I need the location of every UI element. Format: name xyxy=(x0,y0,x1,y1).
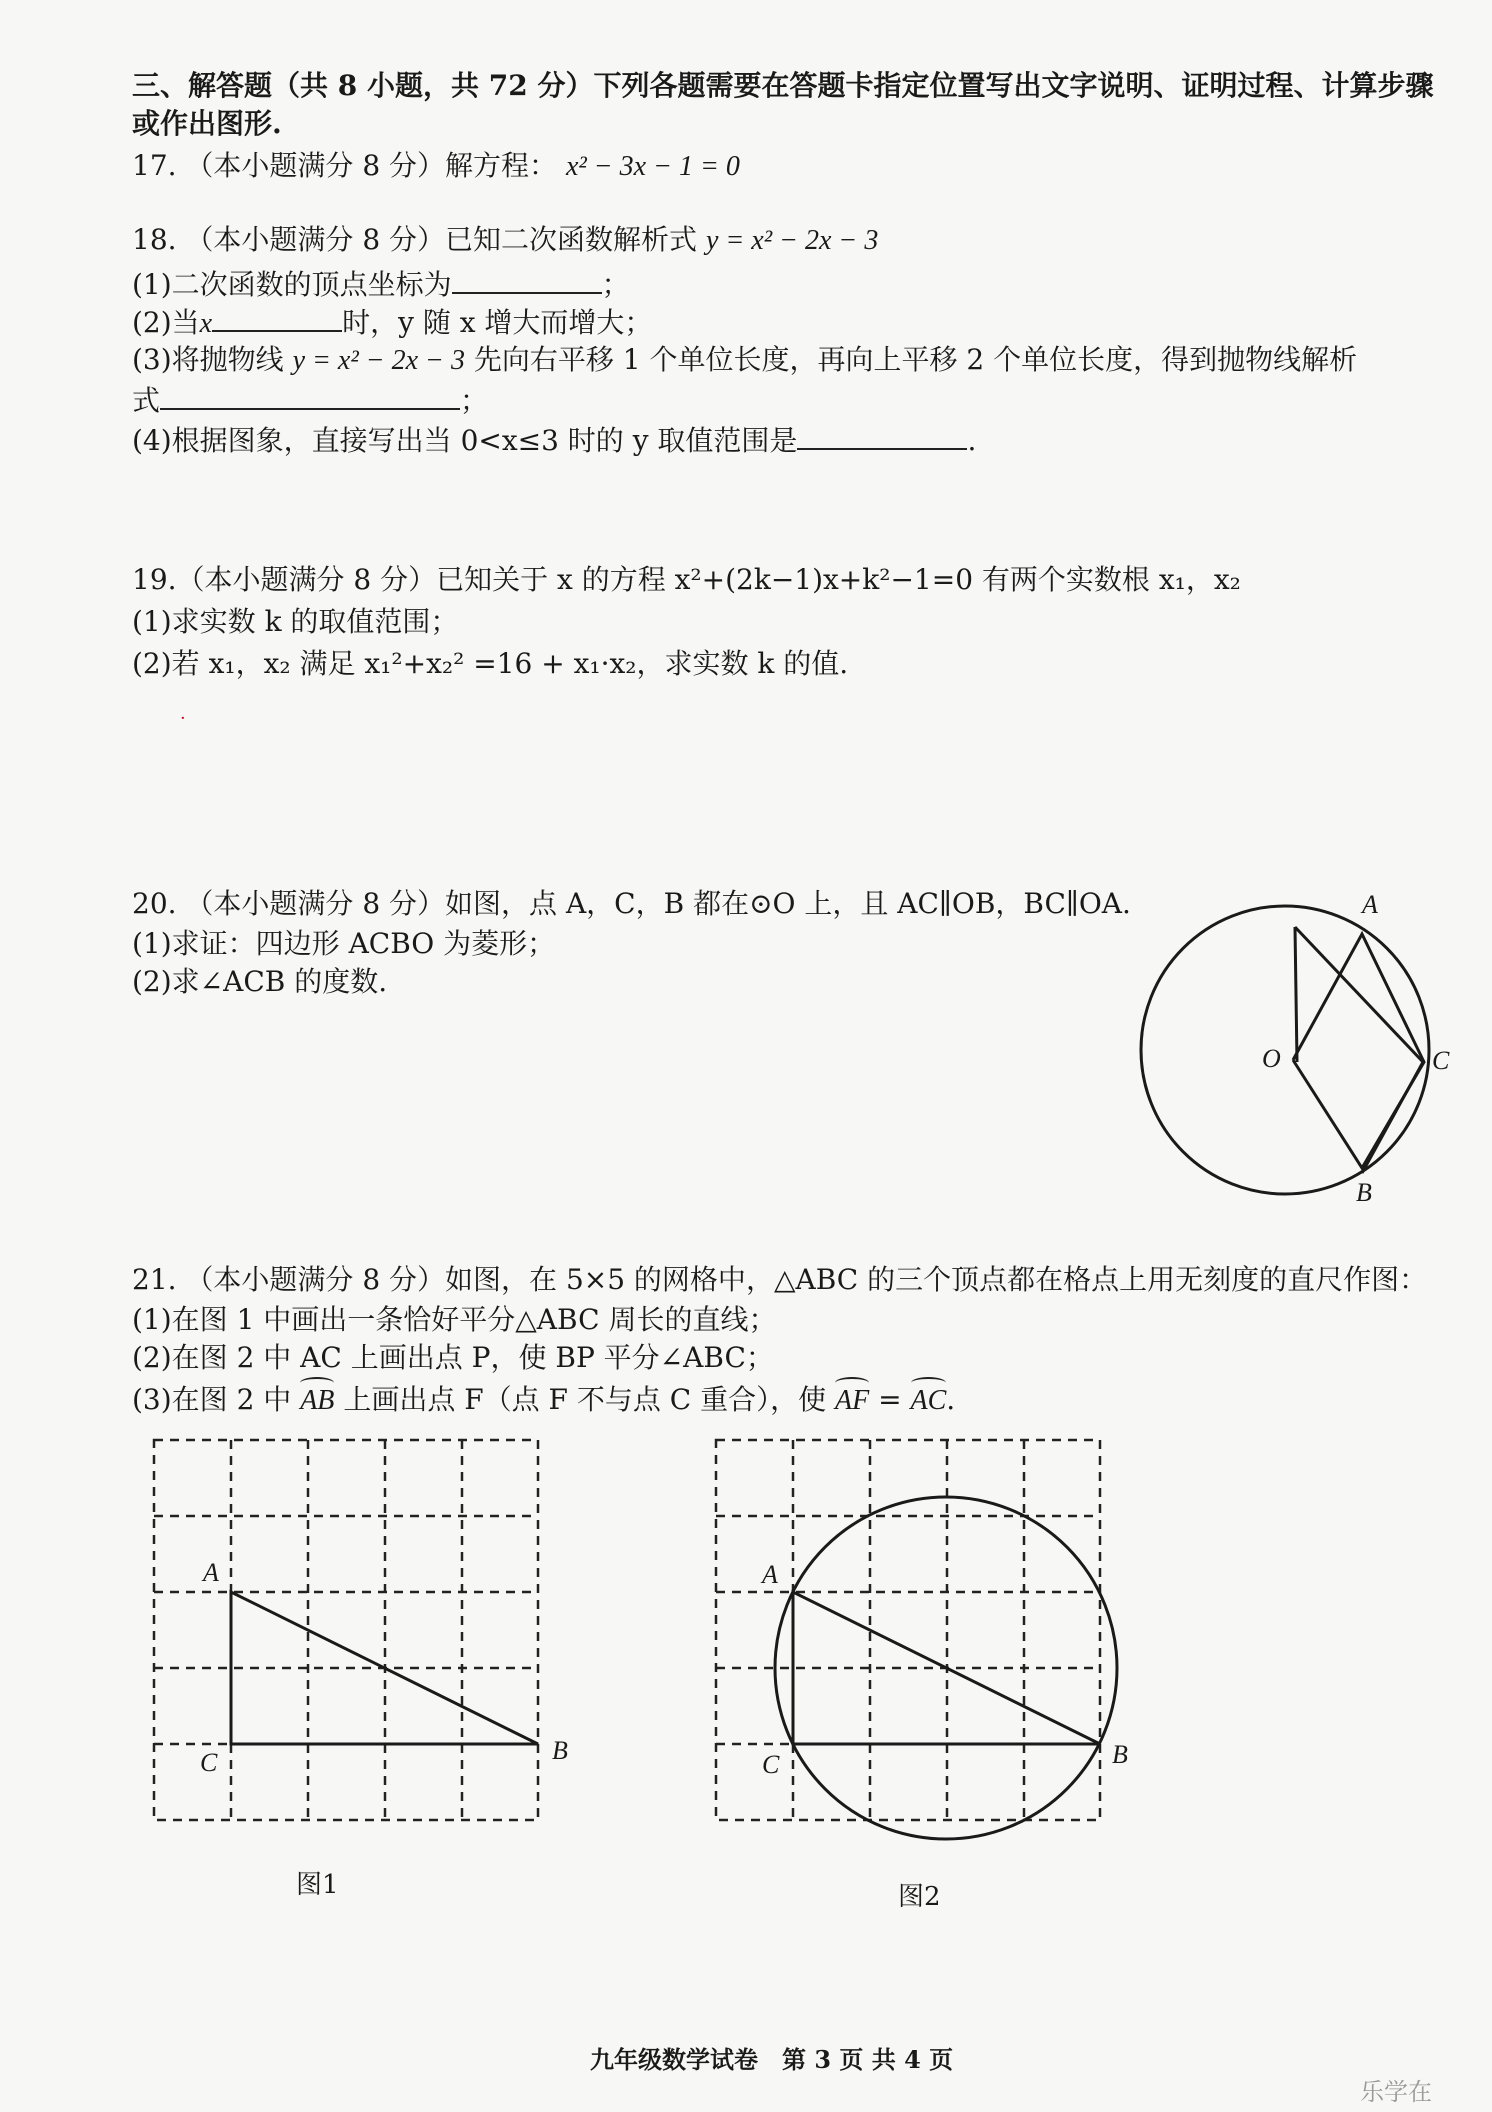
fig1-caption: 图1 xyxy=(296,1870,339,1900)
q18-part2-b: 时， xyxy=(342,306,399,339)
q18-part1-end: ； xyxy=(601,268,630,301)
q19-part1: (1)求实数 k 的取值范围； xyxy=(132,605,459,638)
fig1-label-b: B xyxy=(552,1736,568,1765)
q20-segment-ac xyxy=(1295,927,1423,1062)
q18-part2-x: x xyxy=(199,308,213,339)
fig1-label-a: A xyxy=(203,1558,219,1587)
q21-arc-ab: AB xyxy=(300,1383,334,1419)
q21-part3-eq: = xyxy=(878,1383,902,1416)
red-ink-mark: · xyxy=(180,708,186,729)
q20-label-b: B xyxy=(1356,1178,1372,1207)
q21-arc-ac: AC xyxy=(911,1383,947,1419)
page-footer: 九年级数学试卷 第 3 页 共 4 页 xyxy=(590,2045,954,2074)
q20-circle xyxy=(1141,906,1429,1194)
section-header-line2: 或作出图形. xyxy=(132,107,282,140)
fig2-label-c: C xyxy=(762,1750,780,1779)
fig2-caption: 图2 xyxy=(898,1882,941,1912)
q21-part3-end: . xyxy=(946,1383,956,1416)
q20-part2: (2)求∠ACB 的度数. xyxy=(132,965,388,998)
q21-arc-af: AF xyxy=(835,1383,869,1419)
q18-function: y = x² − 2x − 3 xyxy=(705,225,879,256)
q20-figure xyxy=(1141,906,1429,1194)
q18-part3-a: (3)将抛物线 xyxy=(132,343,284,376)
q20-label-c: C xyxy=(1432,1046,1450,1075)
q18-part4-text: (4)根据图象，直接写出当 0<x≤3 时的 y 取值范围是 xyxy=(132,424,798,457)
fig1-label-c: C xyxy=(200,1748,218,1777)
q20-label-o: O xyxy=(1262,1044,1281,1073)
q18-part3-c: 式 xyxy=(132,384,161,417)
q21-part3-a: (3)在图 2 中 xyxy=(132,1383,292,1416)
q18-part3-function: y = x² − 2x − 3 xyxy=(292,345,465,376)
section-header-line1: 三、解答题（共 8 小题，共 72 分）下列各题需要在答题卡指定位置写出文字说明、证明过程、计算步骤 xyxy=(132,69,1434,102)
q18-part3-b: 先向右平移 1 个单位长度，再向上平移 2 个单位长度，得到抛物线解析 xyxy=(473,343,1358,376)
question-21: 21. （本小题满分 8 分）如图，在 5×5 的网格中，△ABC 的三个顶点都在格点上用无刻度的直尺作图： xyxy=(132,1263,1428,1296)
watermark: 乐学在 xyxy=(1360,2078,1432,2106)
fig2-label-a: A xyxy=(762,1560,778,1589)
question-19: 19.（本小题满分 8 分）已知关于 x 的方程 x²+(2k−1)x+k²−1=0 有两个实数根 x₁，x₂ xyxy=(132,563,1241,596)
q20-segment-oa xyxy=(1295,927,1297,1062)
q17-equation: x² − 3x − 1 = 0 xyxy=(565,151,740,182)
q17-prefix: 17. （本小题满分 8 分）解方程： xyxy=(132,149,558,182)
q21-part2: (2)在图 2 中 AC 上画出点 P，使 BP 平分∠ABC； xyxy=(132,1341,774,1374)
question-20: 20. （本小题满分 8 分）如图，点 A，C，B 都在⊙O 上，且 AC∥OB，BC∥OA. xyxy=(132,887,1131,920)
q21-part3 xyxy=(132,1382,955,1419)
q18-part2-a: (2)当 xyxy=(132,306,200,339)
q18-part2-c: y 随 x 增大而增大； xyxy=(398,306,653,339)
q18-part4-end: . xyxy=(967,424,977,457)
q18-part3-end: ； xyxy=(460,384,489,417)
q20-part1: (1)求证：四边形 ACBO 为菱形； xyxy=(132,927,556,960)
q20-label-a: A xyxy=(1362,890,1378,919)
q18-prefix: 18. （本小题满分 8 分）已知二次函数解析式 xyxy=(132,223,698,256)
q21-part3-b: 上画出点 F（点 F 不与点 C 重合），使 xyxy=(343,1383,827,1416)
q18-part1-text: (1)二次函数的顶点坐标为 xyxy=(132,268,452,301)
q21-part1: (1)在图 1 中画出一条恰好平分△ABC 周长的直线； xyxy=(132,1303,777,1336)
q19-part2: (2)若 x₁，x₂ 满足 x₁²+x₂² =16 + x₁·x₂，求实数 k 的值. xyxy=(132,647,849,680)
fig2-label-b: B xyxy=(1112,1740,1128,1769)
